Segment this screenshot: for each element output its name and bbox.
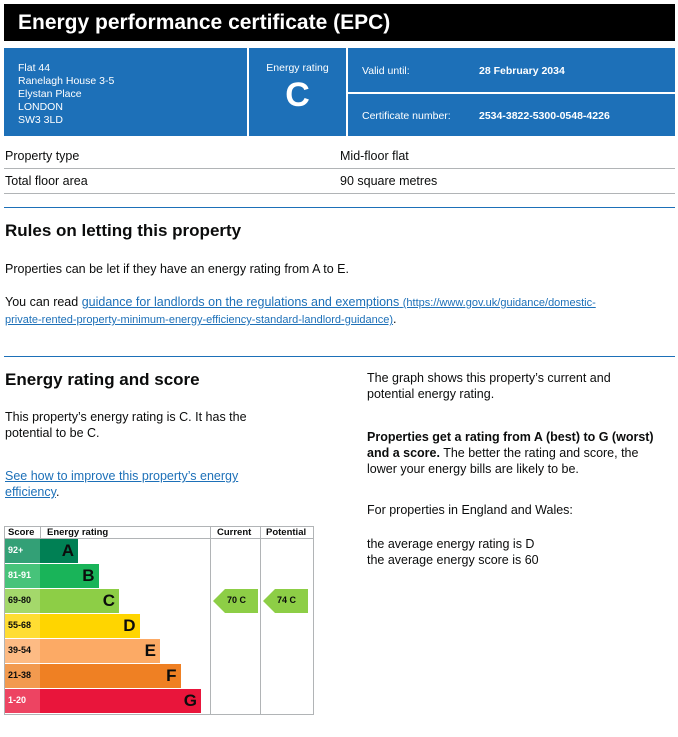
band-score-f: 21-38: [5, 664, 40, 688]
average-rating-text: the average energy rating is D the average energy score is 60: [367, 537, 539, 567]
current-rating-arrow-label: 70 C: [227, 595, 247, 605]
score-paragraph: This property’s energy rating is C. It has the potential to be C.: [5, 410, 247, 440]
potential-rating-arrow-label: 74 C: [277, 595, 297, 605]
letting-heading: Rules on letting this property: [5, 221, 242, 240]
floor-area-label: Total floor area: [5, 174, 88, 188]
chart-header-current: Current: [217, 527, 252, 538]
band-bar-c: C: [40, 589, 119, 613]
band-score-g: 1-20: [5, 689, 40, 713]
guidance-prefix: You can read: [5, 295, 82, 309]
chart-header-potential: Potential: [266, 527, 307, 538]
chart-gridline: [210, 526, 211, 715]
address-line: Elystan Place: [18, 88, 82, 100]
band-bar-d: D: [40, 614, 140, 638]
certificate-number-box: [348, 94, 675, 136]
graph-explanation: The graph shows this property’s current and potential energy rating.: [367, 371, 611, 401]
chart-gridline: [260, 526, 261, 715]
valid-until-box: [348, 48, 675, 92]
certificate-number-label: Certificate number:: [362, 110, 451, 122]
certificate-number-value: 2534-3822-5300-0548-4226: [479, 110, 610, 122]
band-bar-g: G: [40, 689, 201, 713]
score-heading: Energy rating and score: [5, 370, 200, 389]
england-wales-text: For properties in England and Wales:: [367, 503, 573, 517]
address-line: Ranelagh House 3-5: [18, 75, 115, 87]
floor-area-row: [4, 169, 675, 194]
band-score-d: 55-68: [5, 614, 40, 638]
address-line: SW3 3LD: [18, 114, 63, 126]
guidance-link[interactable]: guidance for landlords on the regulations and exemptions (https://www.gov.uk/guidance/domestic- private-rented-property-minimum-energy-efficiency-standard-landlord-guidance): [5, 295, 596, 326]
potential-rating-arrow: [263, 589, 308, 613]
band-score-b: 81-91: [5, 564, 40, 588]
energy-rating-box: [249, 48, 346, 136]
energy-rating-value: C: [285, 76, 310, 114]
energy-rating-label: Energy rating: [266, 62, 329, 74]
band-bar-e: E: [40, 639, 160, 663]
improve-efficiency-paragraph: See how to improve this property’s energy efficiency.: [5, 469, 239, 499]
band-bar-a: A: [40, 539, 78, 563]
chart-header-rating: Energy rating: [47, 527, 109, 538]
property-type-label: Property type: [5, 149, 80, 163]
band-bar-f: F: [40, 664, 181, 688]
guidance-suffix: .: [393, 312, 397, 326]
valid-until-label: Valid until:: [362, 65, 410, 77]
section-divider: [4, 207, 675, 208]
section-divider: [4, 356, 675, 357]
energy-rating-chart: [4, 526, 314, 715]
band-score-a: 92+: [5, 539, 40, 563]
band-bar-b: B: [40, 564, 99, 588]
address-line: LONDON: [18, 101, 63, 113]
property-address: [4, 48, 247, 136]
floor-area-value: 90 square metres: [340, 174, 438, 188]
property-type-value: Mid-floor flat: [340, 149, 409, 163]
chart-header-score: Score: [8, 527, 35, 538]
valid-until-value: 28 February 2034: [479, 65, 565, 77]
improve-efficiency-link[interactable]: See how to improve this property’s energy efficiency: [5, 469, 239, 499]
letting-guidance-paragraph: [5, 294, 675, 328]
address-line: Flat 44: [18, 62, 51, 74]
current-rating-arrow: [213, 589, 258, 613]
band-score-e: 39-54: [5, 639, 40, 663]
letting-paragraph: Properties can be let if they have an energy rating from A to E.: [5, 262, 349, 276]
property-type-row: [4, 144, 675, 169]
band-score-c: 69-80: [5, 589, 40, 613]
rating-explanation: Properties get a rating from A (best) to G (worst) and a score. The better the rating and score, the lower your energy bills are likely to be.: [367, 430, 654, 476]
page-title: Energy performance certificate (EPC): [4, 4, 675, 41]
